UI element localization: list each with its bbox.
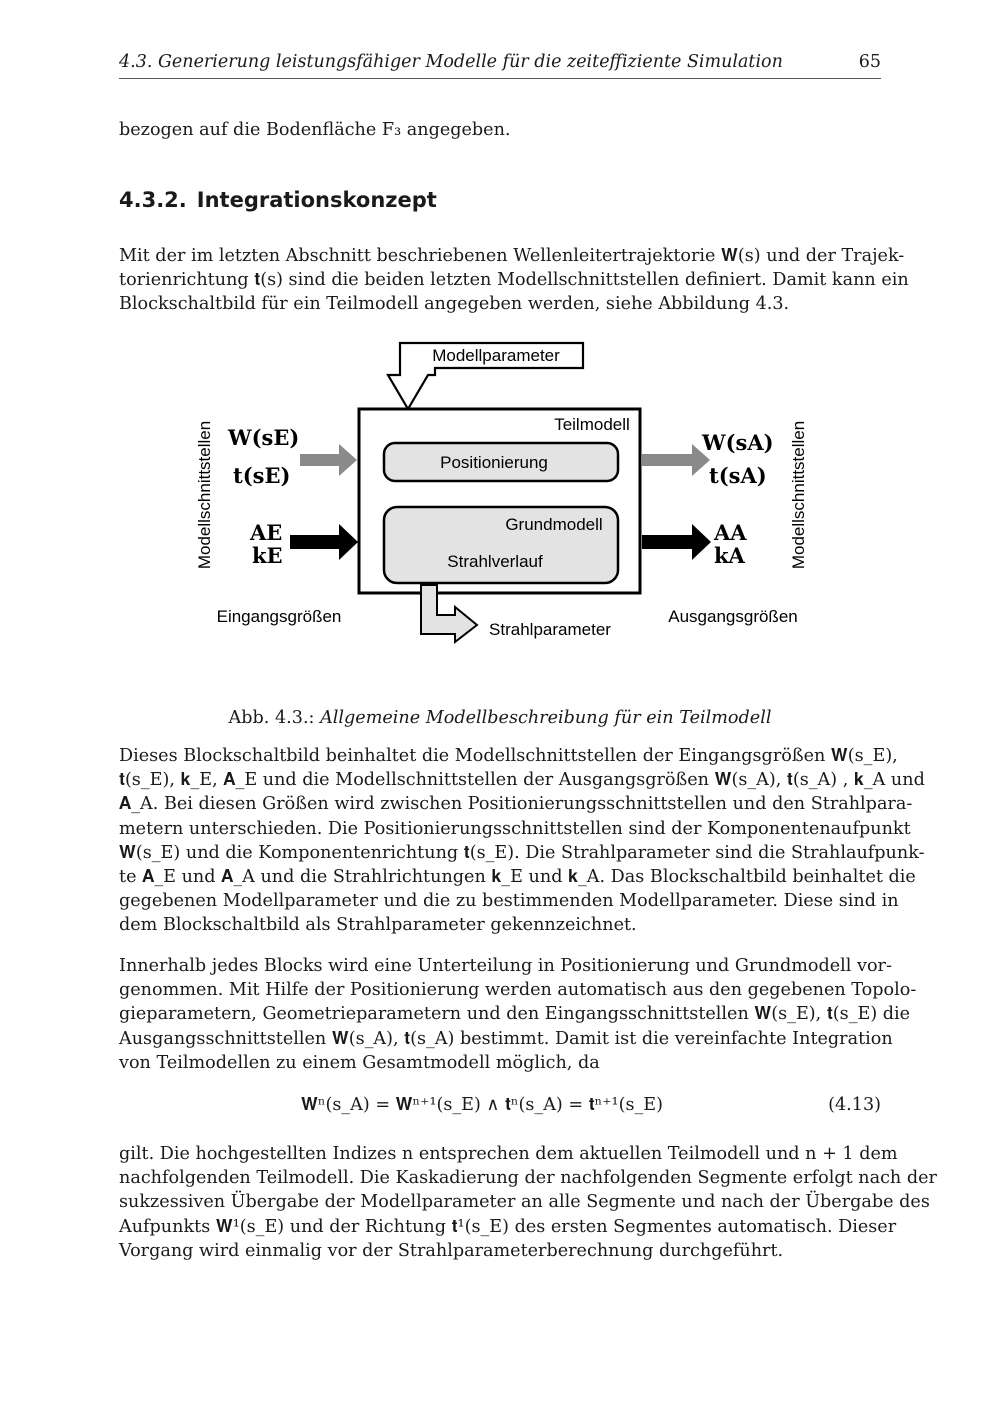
model-parameter-label: Modellparameter xyxy=(432,346,560,365)
positionierung-label: Positionierung xyxy=(440,453,548,472)
output-A-label: AA xyxy=(714,520,747,545)
paragraph-line: te 𝐀_E und 𝐀_A und die Strahlrichtungen 𝐤_E und 𝐤_A. Das Blockschaltbild beinhaltet die xyxy=(119,866,916,887)
paragraph-line: nachfolgenden Teilmodell. Die Kaskadierung der nachfolgenden Segmente erfolgt nach der xyxy=(119,1168,937,1189)
figure-caption xyxy=(119,708,881,728)
equation-body: 𝐖ⁿ(s_A) = 𝐖ⁿ⁺¹(s_E) ∧ 𝐭ⁿ(s_A) = 𝐭ⁿ⁺¹(s_E) xyxy=(301,1095,663,1115)
beam-input-arrow xyxy=(290,524,358,560)
paragraph-line: 𝐭(s_E), 𝐤_E, 𝐀_E und die Modellschnittstellen der Ausgangsgrößen 𝐖(s_A), 𝐭(s_A) , 𝐤_A und xyxy=(119,770,925,791)
output-W-label: W(sA) xyxy=(702,430,774,455)
grundmodell-label: Grundmodell xyxy=(505,515,603,534)
paragraph-line: torienrichtung 𝐭(s) sind die beiden letzten Modellschnittstellen definiert. Damit kann ein xyxy=(119,270,909,291)
positioning-input-arrow xyxy=(300,444,357,476)
paragraph-line: Ausgangsschnittstellen 𝐖(s_A), 𝐭(s_A) bestimmt. Damit ist die vereinfachte Integration xyxy=(119,1028,893,1049)
running-header xyxy=(119,52,881,79)
beam-output-arrow xyxy=(642,524,711,560)
intro-paragraph xyxy=(119,118,881,142)
intro-line: bezogen auf die Bodenfläche F₃ angegeben. xyxy=(119,120,511,140)
input-A-label: AE xyxy=(250,520,283,545)
caption-text: Allgemeine Modellbeschreibung für ein Teilmodell xyxy=(320,707,772,728)
section-title: Integrationskonzept xyxy=(196,188,437,212)
output-t-label: t(sA) xyxy=(709,463,767,488)
equation-4-13 xyxy=(119,1095,881,1121)
paragraph-3 xyxy=(119,954,917,1075)
paragraph-line: metern unterschieden. Die Positionierungsschnittstellen sind der Komponentenaufpunkt xyxy=(119,818,911,839)
paragraph-4 xyxy=(119,1142,937,1263)
paragraph-line: Innerhalb jedes Blocks wird eine Unterteilung in Positionierung und Grundmodell vor- xyxy=(119,956,892,976)
paragraph-line: genommen. Mit Hilfe der Positionierung werden automatisch aus den gegebenen Topolo- xyxy=(119,980,917,1001)
output-k-label: kA xyxy=(714,543,745,568)
paragraph-line: Blockschaltbild für ein Teilmodell angegeben werden, siehe Abbildung 4.3. xyxy=(119,294,790,315)
paragraph-2 xyxy=(119,744,925,938)
strahlverlauf-label: Strahlverlauf xyxy=(447,552,543,571)
paragraph-line: Vorgang wird einmalig vor der Strahlparameterberechnung durchgeführt. xyxy=(119,1240,784,1261)
left-interface-label: Modellschnittstellen xyxy=(195,420,214,570)
paragraph-line: 𝐖(s_E) und die Komponentenrichtung 𝐭(s_E). Die Strahlparameter sind die Strahlaufpunk- xyxy=(119,842,925,863)
paragraph-line: dem Blockschaltbild als Strahlparameter gekennzeichnet. xyxy=(119,915,637,936)
paragraph-line: Aufpunkts 𝐖¹(s_E) und der Richtung 𝐭¹(s_E) des ersten Segmentes automatisch. Dieser xyxy=(119,1216,897,1237)
paragraph-1 xyxy=(119,244,909,317)
header-section-title: 4.3. Generierung leistungsfähiger Modelle für die zeiteffiziente Simulation xyxy=(119,52,783,72)
page-number: 65 xyxy=(858,52,881,72)
section-heading xyxy=(119,188,437,212)
equation-number: (4.13) xyxy=(828,1095,881,1115)
paragraph-line: gegebenen Modellparameter und die zu bestimmenden Modellparameter. Diese sind in xyxy=(119,891,899,912)
figure-4-3 xyxy=(190,335,815,655)
output-variables-label: Ausgangsgrößen xyxy=(668,607,798,626)
positioning-output-arrow xyxy=(642,444,710,476)
input-W-label: W(sE) xyxy=(228,425,300,450)
paragraph-line: Dieses Blockschaltbild beinhaltet die Modellschnittstellen der Eingangsgrößen 𝐖(s_E), xyxy=(119,746,898,766)
paragraph-line: gieparametern, Geometrieparametern und den Eingangsschnittstellen 𝐖(s_E), 𝐭(s_E) die xyxy=(119,1004,911,1025)
input-t-label: t(sE) xyxy=(233,463,291,488)
input-k-label: kE xyxy=(252,543,283,568)
paragraph-line: sukzessiven Übergabe der Modellparameter an alle Segmente und nach der Übergabe des xyxy=(119,1192,930,1213)
caption-prefix: Abb. 4.3.: xyxy=(228,707,315,728)
strahlparameter-label: Strahlparameter xyxy=(489,620,611,639)
section-number: 4.3.2. xyxy=(119,188,187,212)
paragraph-line: von Teilmodellen zu einem Gesamtmodell möglich, da xyxy=(119,1052,600,1073)
paragraph-line: gilt. Die hochgestellten Indizes n entsprechen dem aktuellen Teilmodell und n + 1 dem xyxy=(119,1144,898,1164)
paragraph-line: 𝐀_A. Bei diesen Größen wird zwischen Positionierungsschnittstellen und den Strahlpara- xyxy=(119,794,913,815)
right-interface-label: Modellschnittstellen xyxy=(789,420,808,570)
paragraph-line: Mit der im letzten Abschnitt beschriebenen Wellenleitertrajektorie 𝐖(s) und der Trajek- xyxy=(119,246,905,266)
block-diagram xyxy=(190,335,815,655)
input-variables-label: Eingangsgrößen xyxy=(216,607,342,626)
teilmodell-label: Teilmodell xyxy=(554,415,630,434)
